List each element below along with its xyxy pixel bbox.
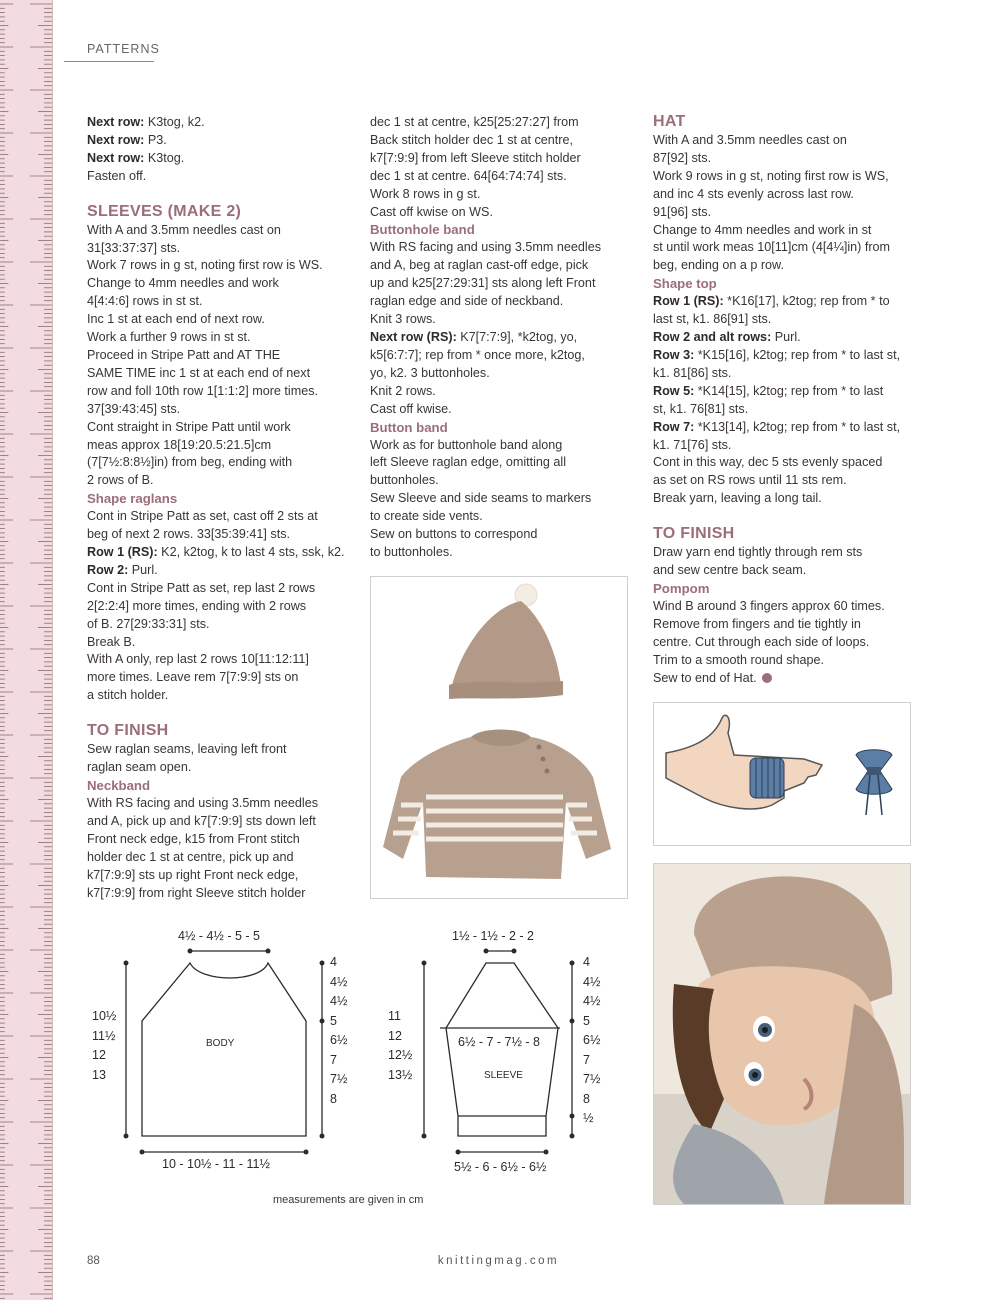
column-3 [653,112,918,687]
text-line: 4½ [330,974,348,989]
text-line: 31[33:37:37] sts. [87,240,181,255]
text-line: 7 [583,1052,590,1067]
neckband-text [87,795,352,902]
text-line: Row 2 and alt rows: Purl. [653,330,801,345]
text-line: 2[2:2:4] more times, ending with 2 rows [87,598,307,613]
sleeve-mid-width: 6½ - 7 - 7½ - 8 [458,1035,540,1049]
text-line: k1. 71[76] sts. [653,437,732,452]
text-line: 8 [330,1091,337,1106]
text-line: With A and 3.5mm needles cast on [653,133,847,147]
body-label: BODY [206,1038,235,1049]
text-line: and A, beg at raglan cast-off edge, pick [370,258,589,273]
text-line: Knit 2 rows. [370,383,436,398]
text-line: to buttonholes. [370,544,453,559]
text-line: Row 1 (RS): K2, k2tog, k to last 4 sts, ssk, k2. [87,545,345,560]
body-hem-width: 10 - 10½ - 11 - 11½ [162,1157,270,1171]
row-label: Row 2 and alt rows: [653,330,772,345]
text-line: yo, k2. 3 buttonholes. [370,365,490,380]
shape-top-text [653,293,918,508]
text-line: 10½ [92,1009,117,1023]
text-line: Cont in this way, dec 5 sts evenly spaced [653,455,883,470]
text-line: and sew centre back seam. [653,563,807,578]
text-line: and A, pick up and k7[7:9:9] sts down left [87,813,316,828]
row-label: Row 7: [653,419,695,434]
text-line: k1. 81[86] sts. [653,365,732,380]
text-line: 6½ [330,1033,348,1047]
buttonhole-text [370,239,635,418]
text-line: (7[7½:8:8½]in) from beg, ending with [87,455,293,470]
text-line: Cont in Stripe Patt as set, rep last 2 rows [87,580,316,595]
body-neck-width: 4½ - 4½ - 5 - 5 [178,929,260,943]
text-line: 4[4:4:6] rows in st st. [87,294,203,309]
text-line: left Sleeve raglan edge, omitting all [370,455,567,470]
text-line: Next row: K3tog. [87,150,185,165]
text-line: centre. Cut through each side of loops. [653,634,870,649]
text-line: raglan seam open. [87,760,192,775]
text-line: Sew raglan seams, leaving left front [87,742,287,757]
text-line: 87[92] sts. [653,150,712,165]
website: knittingmag.com [437,1255,560,1267]
text-line: Work 9 rows in g st, noting first row is WS, [653,168,889,183]
sleeve-length-left [388,1007,412,1085]
text-line: Break yarn, leaving a long tail. [653,491,822,506]
sleeves-text [87,222,352,491]
text-line: 4½ [583,994,601,1008]
row-label: Next row (RS): [370,329,457,344]
text-line: 6½ [583,1033,601,1047]
buttonhole-band-heading: Buttonhole band [370,222,475,238]
text-line: SAME TIME inc 1 st at each end of next [87,365,311,380]
text-line: 5 [330,1013,337,1028]
text-line: of B. 27[29:33:31] sts. [87,616,210,631]
to-finish-heading: TO FINISH [87,722,169,740]
text-line: Inc 1 st at each end of next row. [87,312,265,327]
text-line: Next row: P3. [87,132,167,147]
text-line: Fasten off. [87,168,147,183]
text-line: 4½ [330,994,348,1008]
text-line: ½ [583,1111,594,1125]
text-line: 13 [92,1067,106,1082]
text-line: 12 [388,1028,402,1043]
raglans-text [87,508,352,705]
pompom-text [653,598,918,688]
shape-raglans-heading: Shape raglans [87,491,178,507]
row-label: Next row: [87,132,145,147]
hat-text [653,132,918,275]
text-line: 91[96] sts. [653,204,712,219]
text-line: k5[6:7:7]; rep from * once more, k2tog, [370,347,585,362]
text-line: With RS facing and using 3.5mm needles [87,796,319,810]
text-line: dec 1 st at centre. 64[64:74:74] sts. [370,168,567,183]
text-line: 12 [92,1048,106,1062]
text-line: as set on RS rows until 11 sts rem. [653,473,847,488]
text-line: Break B. [87,634,136,649]
row-label: Row 2: [87,562,129,577]
row-label: Next row: [87,150,145,165]
text-line: Sew to end of Hat. [653,670,918,688]
text-line: Front neck edge, k15 from Front stitch [87,831,300,846]
text-line: meas approx 18[19:20.5:21.5]cm [87,437,272,452]
intro-rows [87,114,352,186]
text-line: 13½ [388,1067,413,1082]
sweater-hat-photo [370,576,628,899]
text-line: 7½ [583,1072,601,1086]
hat-heading: HAT [653,113,686,130]
text-line: 4 [583,955,590,969]
column-2 [370,114,635,562]
text-line: 11 [388,1009,401,1023]
text-line: Proceed in Stripe Patt and AT THE [87,347,281,362]
pompom-end-icon [762,673,772,683]
text-line: Cast off kwise on WS. [370,204,493,219]
text-line: Cont straight in Stripe Patt until work [87,419,291,434]
text-line: With A only, rep last 2 rows 10[11:12:11] [87,652,309,667]
text-line: st until work meas 10[11]cm (4[4¼]in) from [653,240,891,255]
section-underline [64,61,154,62]
row-label: Row 3: [653,347,695,362]
text-line: beg of next 2 rows. 33[35:39:41] sts. [87,527,291,542]
text-line: dec 1 st at centre, k25[25:27:27] from [370,115,579,129]
row-label: Row 1 (RS): [653,294,724,309]
text-line: Work as for buttonhole band along [370,437,563,452]
text-line: 4 [330,955,337,969]
text-line: Work 8 rows in g st. [370,186,481,201]
text-line: Draw yarn end tightly through rem sts [653,545,863,560]
text-line: 11½ [92,1028,116,1043]
measurements-note: measurements are given in cm [273,1194,424,1206]
text-line: up and k25[27:29:31] sts along left Front [370,276,596,291]
text-line: Change to 4mm needles and work [87,276,279,291]
hat-finish-text [653,544,918,580]
text-line: 2 rows of B. [87,473,154,488]
text-line: k7[7:9:9] from right Sleeve stitch holder [87,885,306,900]
button-band-heading: Button band [370,419,448,435]
text-line: Change to 4mm needles and work in st [653,222,872,237]
sleeves-heading: SLEEVES (MAKE 2) [87,202,242,220]
text-line: Remove from fingers and tie tightly in [653,616,861,631]
neckband-heading: Neckband [87,778,151,793]
text-line: buttonholes. [370,473,439,488]
text-line: Row 1 (RS): *K16[17], k2tog; rep from * to [653,294,890,309]
text-line: Row 2: Purl. [87,562,158,577]
text-line: and inc 4 sts evenly across last row. [653,186,854,201]
text-line: Sew on buttons to correspond [370,527,538,542]
text-line: 37[39:43:45] sts. [87,401,181,416]
row-label: Row 5: [653,383,695,398]
text-line: k7[7:9:9] from left Sleeve stitch holder [370,150,581,165]
text-line: Work 7 rows in g st, noting first row is WS. [87,258,323,273]
section-label: PATTERNS [87,42,160,56]
body-length-left [92,1007,116,1085]
sleeve-top-width: 1½ - 1½ - 2 - 2 [452,929,534,943]
body-schematic [110,925,350,1175]
text-line: Knit 3 rows. [370,312,436,327]
text-line: Back stitch holder dec 1 st at centre, [370,132,574,147]
text-line: more times. Leave rem 7[7:9:9] sts on [87,670,299,685]
text-line: Cont in Stripe Patt as set, cast off 2 sts at [87,509,318,524]
text-line: 12½ [388,1048,413,1062]
sleeve-cuff-width: 5½ - 6 - 6½ - 6½ [454,1160,547,1174]
finish-text [87,741,352,777]
hat-finish-heading: TO FINISH [653,525,735,543]
sleeve-label: SLEEVE [484,1070,523,1081]
button-band-text [370,437,635,562]
side-ruler [0,0,53,1300]
shape-top-heading: Shape top [653,276,717,292]
text-line: 7 [330,1052,337,1067]
text-line: Work a further 9 rows in st st. [87,330,251,345]
text-line: last st, k1. 86[91] sts. [653,312,772,327]
text-line: raglan edge and side of neckband. [370,294,564,309]
page-number: 88 [87,1255,100,1267]
text-line: Trim to a smooth round shape. [653,652,825,667]
pompom-illustration [653,702,911,846]
text-line: Next row (RS): K7[7:7:9], *k2tog, yo, [370,329,578,344]
text-line: st, k1. 76[81] sts. [653,401,749,416]
text-line: 4½ [583,974,601,989]
text-line: beg, ending on a p row. [653,258,784,273]
neckband-cont-text [370,114,635,221]
text-line: Cast off kwise. [370,401,452,416]
text-line: holder dec 1 st at centre, pick up and [87,849,294,864]
text-line: 5 [583,1013,590,1028]
text-line: 8 [583,1091,590,1106]
text-line: a stitch holder. [87,688,169,703]
column-1 [87,114,352,902]
text-line: With A and 3.5mm needles cast on [87,222,281,237]
ruler-ticks [0,0,52,1300]
text-line: row and foll 10th row 1[1:1:2] more times. [87,383,318,398]
row-label: Next row: [87,115,145,129]
text-line: to create side vents. [370,509,483,524]
text-line: With RS facing and using 3.5mm needles [370,240,602,255]
body-depths-right [330,953,347,1109]
text-line: Next row: K3tog, k2. [87,115,205,129]
baby-photo [653,863,911,1205]
text-line: 7½ [330,1072,348,1086]
text-line: Wind B around 3 fingers approx 60 times. [653,598,885,613]
text-line: k7[7:9:9] sts up right Front neck edge, [87,867,299,882]
sleeve-depths-right [583,953,600,1129]
text-line: Row 7: *K13[14], k2tog; rep from * to last st, [653,419,901,434]
text-line: Row 5: *K14[15], k2tog; rep from * to last [653,383,884,398]
pompom-heading: Pompom [653,580,710,596]
text-line: Sew Sleeve and side seams to markers [370,491,592,506]
row-label: Row 1 (RS): [87,545,158,560]
text-line: Row 3: *K15[16], k2tog; rep from * to last st, [653,347,901,362]
